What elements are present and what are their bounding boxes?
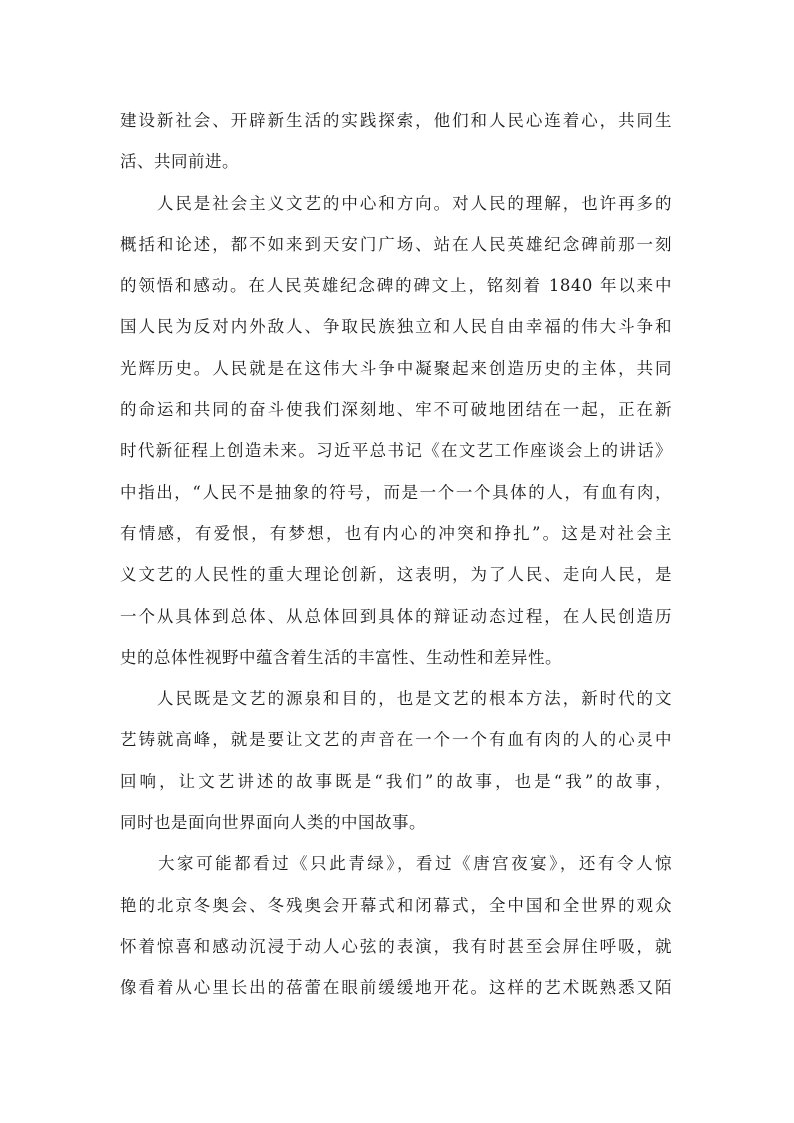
paragraph-3 bbox=[120, 678, 672, 843]
text-line: 回响，让文艺讲述的故事既是“我们”的故事，也是“我”的故事， bbox=[120, 771, 672, 791]
text-line: 一个从具体到总体、从总体回到具体的辩证动态过程，在人民创造历 bbox=[120, 606, 672, 626]
document-page bbox=[120, 100, 672, 1009]
text-line: 义文艺的人民性的重大理论创新，这表明，为了人民、走向人民，是 bbox=[120, 565, 672, 585]
text-line: 中指出，“人民不是抽象的符号，而是一个一个具体的人，有血有肉， bbox=[120, 482, 672, 502]
text-line: 史的总体性视野中蕴含着生活的丰富性、生动性和差异性。 bbox=[120, 647, 562, 667]
text-line: 国人民为反对内外敌人、争取民族独立和人民自由幸福的伟大斗争和 bbox=[120, 317, 672, 337]
paragraph-2 bbox=[120, 183, 672, 679]
text-line: 的命运和共同的奋斗使我们深刻地、牢不可破地团结在一起，正在新 bbox=[120, 400, 672, 420]
paragraph-1 bbox=[120, 100, 672, 183]
text-line: 像看着从心里长出的蓓蕾在眼前缓缓地开花。这样的艺术既熟悉又陌 bbox=[120, 978, 672, 998]
text-line: 同时也是面向世界面向人类的中国故事。 bbox=[120, 813, 426, 833]
text-line: 艺铸就高峰，就是要让文艺的声音在一个一个有血有肉的人的心灵中 bbox=[120, 730, 672, 750]
text-line: 怀着惊喜和感动沉浸于动人心弦的表演，我有时甚至会屏住呼吸，就 bbox=[120, 936, 672, 956]
text-line: 光辉历史。人民就是在这伟大斗争中凝聚起来创造历史的主体，共同 bbox=[120, 358, 672, 378]
text-line: 概括和论述，都不如来到天安门广场、站在人民英雄纪念碑前那一刻 bbox=[120, 234, 672, 254]
paragraph-4 bbox=[120, 843, 672, 1008]
text-line: 建设新社会、开辟新生活的实践探索，他们和人民心连着心，共同生 bbox=[120, 111, 672, 130]
text-line: 艳的北京冬奥会、冬残奥会开幕式和闭幕式，全中国和全世界的观众 bbox=[120, 895, 672, 915]
text-line: 活、共同前进。 bbox=[120, 152, 239, 172]
text-line: 的领悟和感动。在人民英雄纪念碑的碑文上，铭刻着 1840 年以来中 bbox=[120, 276, 672, 296]
text-line: 有情感，有爱恨，有梦想，也有内心的冲突和挣扎”。这是对社会主 bbox=[120, 523, 672, 543]
text-line: 大家可能都看过《只此青绿》，看过《唐宫夜宴》，还有令人惊 bbox=[120, 854, 672, 874]
text-line: 时代新征程上创造未来。习近平总书记《在文艺工作座谈会上的讲话》 bbox=[120, 441, 672, 461]
text-line: 人民是社会主义文艺的中心和方向。对人民的理解，也许再多的 bbox=[120, 193, 672, 213]
text-line: 人民既是文艺的源泉和目的，也是文艺的根本方法，新时代的文 bbox=[120, 689, 672, 709]
